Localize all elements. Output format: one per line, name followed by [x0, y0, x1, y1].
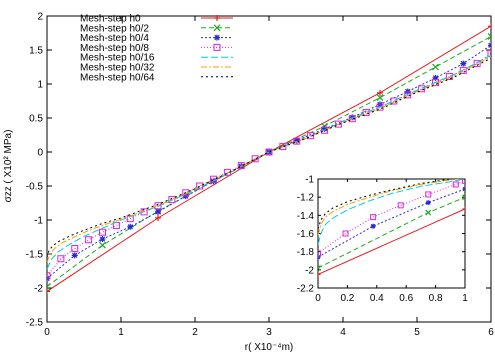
y-tick-label: -1.6 — [296, 229, 314, 240]
star-marker — [100, 236, 106, 242]
x-tick-label: 0.4 — [369, 293, 384, 304]
y-tick-label: 1.5 — [29, 45, 43, 57]
x-tick-label: 0.2 — [340, 293, 355, 304]
x-tick-label: 0.6 — [399, 293, 414, 304]
legend-label: Mesh-step h0/4 — [80, 33, 149, 45]
y-tick-label: -0.5 — [25, 181, 43, 193]
y-tick-label: 2 — [37, 11, 43, 23]
x-tick-label: 2 — [192, 327, 198, 338]
x-tick-label: 1 — [118, 327, 124, 338]
x-tick-label: 6 — [488, 327, 494, 338]
inset-plot-area — [297, 175, 468, 305]
star-marker — [426, 200, 431, 205]
x-tick-label: 1 — [462, 293, 468, 304]
star-marker — [127, 224, 133, 230]
y-tick-label: -2.2 — [296, 283, 314, 295]
y-tick-label: -1 — [34, 215, 43, 227]
star-marker — [214, 35, 220, 41]
star-marker — [488, 42, 494, 48]
y-tick-label: -1.2 — [296, 192, 314, 204]
y-tick-label: -1 — [305, 174, 314, 186]
y-tick-label: -1.5 — [25, 249, 43, 261]
legend-label: Mesh-step h0/64 — [80, 72, 155, 84]
legend-label: Mesh-step h0/16 — [80, 52, 155, 64]
y-tick-label: -2 — [305, 265, 314, 277]
y-tick-label: -1.8 — [296, 247, 314, 259]
plot-frame — [318, 179, 465, 288]
star-marker — [460, 61, 466, 67]
legend-label: Mesh-step h0 — [80, 13, 141, 25]
x-tick-label: 5 — [414, 327, 420, 338]
y-tick-label: 0.5 — [29, 113, 43, 125]
star-marker — [72, 252, 78, 258]
x-tick-label: 4 — [340, 327, 346, 338]
star-marker — [155, 209, 161, 215]
y-tick-label: -1.4 — [296, 210, 314, 222]
y-tick-label: 0 — [37, 147, 43, 159]
legend-label: Mesh-step h0/32 — [80, 62, 155, 74]
y-tick-label: -2.5 — [25, 317, 43, 329]
y-tick-label: -2 — [34, 283, 43, 295]
y-tick-label: 1 — [37, 79, 43, 91]
y-axis-label: σzz ( X10² MPa) — [3, 129, 14, 203]
x-tick-label: 0 — [315, 293, 321, 304]
legend-label: Mesh-step h0/8 — [80, 42, 149, 54]
star-marker — [371, 224, 376, 229]
x-tick-label: 3 — [266, 327, 272, 338]
legend-label: Mesh-step h0/2 — [80, 23, 149, 35]
x-tick-label: 0 — [44, 327, 50, 338]
x-axis-label: r( X10⁻⁴m) — [244, 342, 294, 353]
x-tick-label: 0.8 — [428, 293, 443, 304]
